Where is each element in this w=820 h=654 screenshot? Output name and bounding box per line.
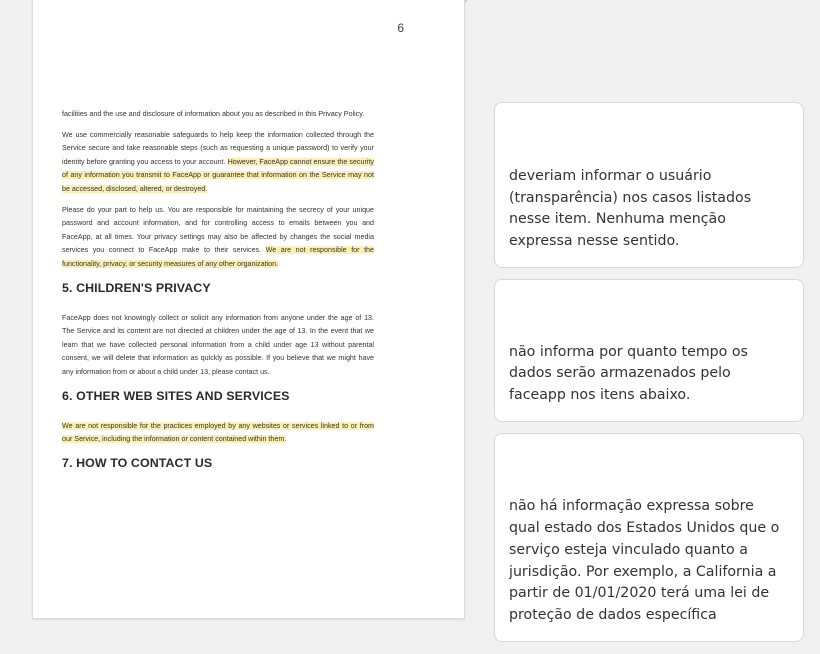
paragraph-responsibility	[62, 204, 374, 272]
comment-text-3: não há informação expressa sobre qual estado dos Estados Unidos que o serviço esteja vinculado quanto a jurisdição. Por exemplo, a California a partir de 01/01/2020 terá uma lei de proteção de dados específica	[509, 498, 780, 624]
highlighted-responsibility-text[interactable]: We are not responsible for the functionality, privacy, or security measures of any other organization.	[62, 246, 374, 268]
highlighted-other-sites-text[interactable]: We are not responsible for the practices employed by any websites or services linked to or from our Service, including the information or content contained within them.	[62, 421, 374, 444]
heading-other-web-sites: 6. OTHER WEB SITES AND SERVICES	[62, 388, 290, 403]
paragraph-safeguards	[62, 129, 374, 197]
comment-card-1[interactable]	[494, 102, 804, 268]
comment-text-2: não informa por quanto tempo os dados serão armazenados pelo faceapp nos itens abaixo.	[509, 343, 748, 404]
paragraph-facilities: facilities and the use and disclosure of information about you as described in this Privacy Policy.	[62, 110, 365, 118]
heading-childrens-privacy: 5. CHILDREN'S PRIVACY	[62, 280, 211, 295]
highlighted-security-text[interactable]: However, FaceApp cannot ensure the security of any information you transmit to FaceApp or guarantee that information on the Service may not be accessed, disclosed, altered, or destroyed.	[62, 157, 374, 193]
comment-card-2[interactable]	[494, 279, 804, 422]
document-content	[62, 108, 374, 487]
paragraph-other-sites	[62, 420, 374, 447]
heading-contact-us: 7. HOW TO CONTACT US	[62, 455, 213, 470]
paragraph-children: FaceApp does not knowingly collect or solicit any information from anyone under the age of 13. The Service and its content are not directed at children under the age of 13. In the event that we learn that we have collected personal information from a child under age 13 without parental consent, we will delete that information as quickly as possible. If you believe that we might have any information from or about a child under 13, please contact us.	[62, 313, 374, 376]
responsibility-text: Please do your part to help us. You are responsible for maintaining the secrecy of your unique password and account information, and for controlling access to emails between you and FaceApp, at all times. Your privacy settings may also be affected by changes the social media services you connect to FaceApp make to their services.	[62, 205, 374, 255]
comment-card-3[interactable]	[494, 433, 804, 642]
page-number: 6	[397, 21, 404, 35]
safeguards-text: We use commercially reasonable safeguards to help keep the information collected through the Service secure and take reasonable steps (such as requesting a unique password) to verify your identity before granting you access to your account.	[62, 130, 374, 166]
comment-text-1: deveriam informar o usuário (transparência) nos casos listados nesse item. Nenhuma menção expressa nesse sentido.	[509, 167, 752, 250]
